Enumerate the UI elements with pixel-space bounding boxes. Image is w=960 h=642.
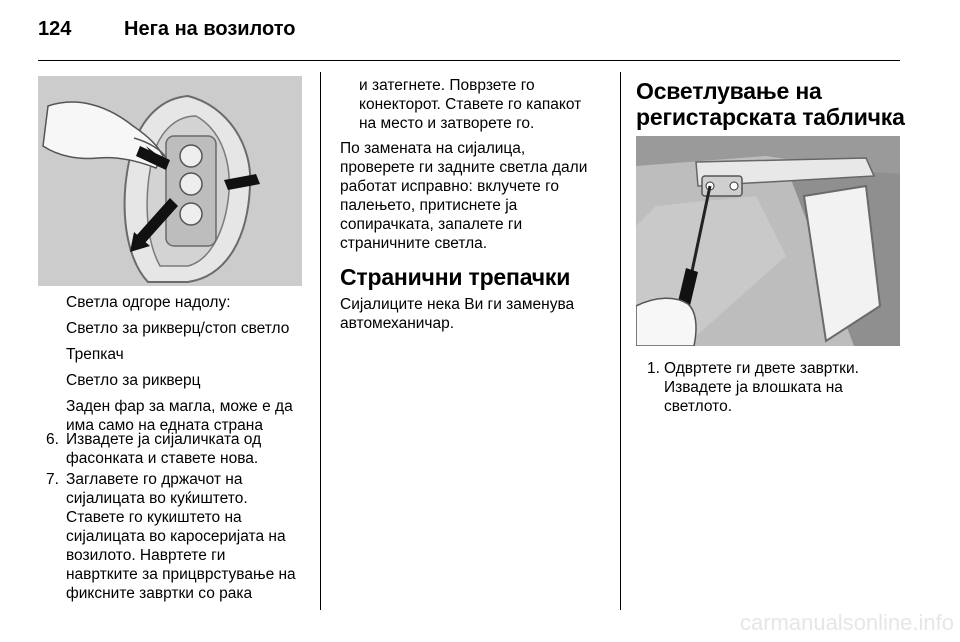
step-text: Извадете ја сијаличката од — [66, 431, 262, 448]
section-heading: Странични трепачки — [340, 264, 571, 290]
column-divider-right — [620, 72, 621, 610]
legend-line: Светло за рикверц/стоп светло — [66, 320, 290, 337]
tail-light-illustration — [38, 76, 302, 286]
paragraph-text: страничните светла. — [340, 235, 488, 252]
step-text: возилото. Навртете ги — [66, 547, 226, 564]
step-text: фасонката и ставете нова. — [66, 450, 259, 467]
watermark: carmanualsonline.info — [739, 610, 954, 635]
step-text: навртките за прицврстување на — [66, 566, 296, 583]
step-number: 7. — [46, 471, 59, 488]
license-plate-light-illustration — [636, 136, 900, 346]
paragraph-text: По замената на сијалица, — [340, 140, 526, 157]
column-divider-left — [320, 72, 321, 610]
paragraph-text: проверете ги задните светла дали — [340, 159, 588, 176]
section-text: автомеханичар. — [340, 315, 455, 332]
paragraph-text: палењето, притиснете ја — [340, 197, 518, 214]
page-number: 124 — [38, 18, 72, 40]
continuation-text: и затегнете. Поврзете го — [359, 77, 535, 94]
step-text: сијалицата во каросеријата на — [66, 528, 286, 545]
step-text: Одвртете ги двете завртки. — [664, 360, 859, 377]
section-heading-line: регистарската табличка — [636, 104, 905, 130]
step-text: фиксните завртки со рака — [66, 585, 253, 602]
legend-line: Светла одгоре надолу: — [66, 294, 231, 311]
step-number: 1. — [647, 360, 660, 377]
legend-line: има само на едната страна — [66, 417, 263, 434]
section-text: Сијалиците нека Ви ги заменува — [340, 296, 575, 313]
step-text: Ставете го кукиштето на — [66, 509, 242, 526]
page-title: Нега на возилото — [124, 18, 296, 40]
step-text: сијалицата во куќиштето. — [66, 490, 248, 507]
legend-line: Светло за рикверц — [66, 372, 201, 389]
continuation-text: конекторот. Ставете го капакот — [359, 96, 582, 113]
continuation-text: на место и затворете го. — [359, 115, 535, 132]
legend-line: Трепкач — [66, 346, 124, 363]
legend-line: Заден фар за магла, може е да — [66, 398, 293, 415]
paragraph-text: работат исправно: вклучете го — [340, 178, 560, 195]
step-text: светлото. — [664, 398, 733, 415]
step-text: Заглавете го држачот на — [66, 471, 243, 488]
step-text: Извадете ја влошката на — [664, 379, 843, 396]
step-number: 6. — [46, 431, 59, 448]
paragraph-text: сопирачката, запалете ги — [340, 216, 523, 233]
header-rule — [38, 60, 900, 61]
section-heading-line: Осветлување на — [636, 78, 822, 104]
